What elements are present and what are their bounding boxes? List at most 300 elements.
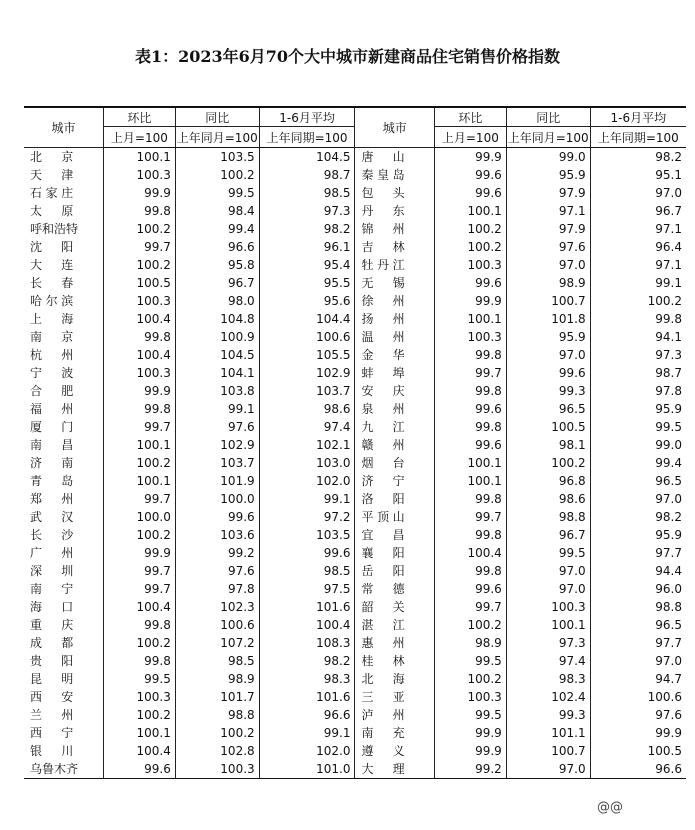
avg-value: 98.2 (590, 508, 686, 526)
city-name: 牡丹江 (355, 256, 434, 274)
city-name: 福州 (30, 402, 93, 416)
table-row (24, 598, 686, 616)
mom-value: 99.6 (434, 580, 506, 598)
city-name: 石家庄 (30, 186, 77, 200)
yoy-value: 97.0 (506, 346, 590, 364)
mom-value: 100.2 (103, 454, 175, 472)
mom-value: 100.1 (434, 472, 506, 490)
avg-value: 100.5 (590, 742, 686, 760)
mom-value: 99.9 (434, 148, 506, 167)
city-name: 郑州 (30, 492, 93, 506)
avg-value: 104.4 (259, 310, 355, 328)
table-row (24, 526, 686, 544)
yoy-value: 98.0 (175, 292, 259, 310)
table-row (24, 364, 686, 382)
mom-value: 100.1 (434, 454, 506, 472)
avg-value: 95.6 (259, 292, 355, 310)
table-row (24, 472, 686, 490)
avg-value: 96.7 (590, 202, 686, 220)
header-yoy-sub-right: 上年同月=100 (506, 127, 590, 148)
mom-value: 99.8 (434, 526, 506, 544)
header-yoy-right: 同比 (506, 107, 590, 127)
city-name: 济南 (30, 456, 93, 470)
mom-value: 99.5 (434, 652, 506, 670)
avg-value: 95.1 (590, 166, 686, 184)
mom-value: 100.2 (103, 526, 175, 544)
city-name: 成都 (30, 636, 93, 650)
city-name: 锦州 (355, 220, 434, 238)
city-name: 乌鲁木齐 (24, 760, 103, 779)
mom-value: 99.8 (434, 562, 506, 580)
city-name: 沈阳 (30, 240, 93, 254)
city-name: 上海 (30, 312, 93, 326)
avg-value: 98.8 (590, 598, 686, 616)
city-name: 三亚 (355, 688, 434, 706)
yoy-value: 104.1 (175, 364, 259, 382)
header-city-right: 城市 (355, 107, 434, 148)
mom-value: 99.8 (434, 490, 506, 508)
mom-value: 99.8 (434, 418, 506, 436)
city-name: 合肥 (30, 384, 93, 398)
mom-value: 99.7 (434, 598, 506, 616)
mom-value: 100.2 (434, 616, 506, 634)
city-name: 桂林 (355, 652, 434, 670)
yoy-value: 102.9 (175, 436, 259, 454)
table-row (24, 238, 686, 256)
city-name: 洛阳 (355, 490, 434, 508)
avg-value: 99.1 (259, 490, 355, 508)
city-name: 韶关 (355, 598, 434, 616)
city-name: 深圳 (30, 564, 93, 578)
mom-value: 100.1 (434, 202, 506, 220)
avg-value: 108.3 (259, 634, 355, 652)
avg-value: 98.5 (259, 562, 355, 580)
avg-value: 99.1 (590, 274, 686, 292)
avg-value: 97.1 (590, 220, 686, 238)
mom-value: 100.0 (103, 508, 175, 526)
avg-value: 99.9 (590, 724, 686, 742)
city-name: 南充 (355, 724, 434, 742)
avg-value: 95.4 (259, 256, 355, 274)
city-name: 南京 (30, 330, 93, 344)
header-avg-left: 1-6月平均 (259, 107, 355, 127)
city-name: 贵阳 (30, 654, 93, 668)
avg-value: 97.3 (590, 346, 686, 364)
mom-value: 100.2 (103, 634, 175, 652)
avg-value: 95.9 (590, 526, 686, 544)
yoy-value: 96.5 (506, 400, 590, 418)
avg-value: 99.6 (259, 544, 355, 562)
avg-value: 102.0 (259, 472, 355, 490)
mom-value: 100.3 (103, 364, 175, 382)
table-row (24, 508, 686, 526)
avg-value: 96.0 (590, 580, 686, 598)
city-name: 银川 (30, 744, 93, 758)
city-name: 平顶山 (355, 508, 434, 526)
mom-value: 100.2 (434, 670, 506, 688)
mom-value: 100.2 (103, 256, 175, 274)
mom-value: 99.8 (103, 400, 175, 418)
yoy-value: 104.5 (175, 346, 259, 364)
mom-value: 99.8 (103, 652, 175, 670)
header-yoy-sub-left: 上年同月=100 (175, 127, 259, 148)
yoy-value: 96.7 (506, 526, 590, 544)
yoy-value: 101.7 (175, 688, 259, 706)
city-name: 赣州 (355, 436, 434, 454)
avg-value: 98.3 (259, 670, 355, 688)
price-index-table (24, 106, 686, 779)
avg-value: 100.2 (590, 292, 686, 310)
yoy-value: 98.8 (175, 706, 259, 724)
mom-value: 100.4 (103, 742, 175, 760)
yoy-value: 100.0 (175, 490, 259, 508)
yoy-value: 98.4 (175, 202, 259, 220)
avg-value: 104.5 (259, 148, 355, 167)
city-name: 海口 (30, 600, 93, 614)
table-row (24, 400, 686, 418)
city-name: 哈尔滨 (30, 294, 77, 308)
avg-value: 96.6 (259, 706, 355, 724)
yoy-value: 102.3 (175, 598, 259, 616)
yoy-value: 99.5 (175, 184, 259, 202)
table-row (24, 256, 686, 274)
mom-value: 99.6 (434, 184, 506, 202)
city-name: 安庆 (355, 382, 434, 400)
mom-value: 100.3 (434, 256, 506, 274)
yoy-value: 100.1 (506, 616, 590, 634)
yoy-value: 97.6 (175, 562, 259, 580)
avg-value: 102.0 (259, 742, 355, 760)
yoy-value: 100.7 (506, 742, 590, 760)
header-avg-sub-left: 上年同期=100 (259, 127, 355, 148)
header-mom-left: 环比 (103, 107, 175, 127)
city-name: 遵义 (355, 742, 434, 760)
yoy-value: 100.7 (506, 292, 590, 310)
mom-value: 99.8 (434, 346, 506, 364)
yoy-value: 97.1 (506, 202, 590, 220)
city-name: 秦皇岛 (355, 166, 434, 184)
avg-value: 97.7 (590, 544, 686, 562)
yoy-value: 97.4 (506, 652, 590, 670)
mom-value: 100.3 (103, 292, 175, 310)
mom-value: 100.4 (103, 346, 175, 364)
mom-value: 99.5 (103, 670, 175, 688)
yoy-value: 101.1 (506, 724, 590, 742)
yoy-value: 102.8 (175, 742, 259, 760)
avg-value: 101.0 (259, 760, 355, 779)
mom-value: 98.9 (434, 634, 506, 652)
mom-value: 100.1 (434, 310, 506, 328)
yoy-value: 100.6 (175, 616, 259, 634)
city-name: 大理 (355, 760, 434, 779)
yoy-value: 99.1 (175, 400, 259, 418)
avg-value: 96.5 (590, 616, 686, 634)
avg-value: 97.2 (259, 508, 355, 526)
city-name: 无锡 (355, 274, 434, 292)
mom-value: 99.5 (434, 706, 506, 724)
yoy-value: 107.2 (175, 634, 259, 652)
avg-value: 99.8 (590, 310, 686, 328)
city-name: 泸州 (355, 706, 434, 724)
header-mom-sub-right: 上月=100 (434, 127, 506, 148)
avg-value: 94.1 (590, 328, 686, 346)
avg-value: 97.8 (590, 382, 686, 400)
yoy-value: 103.8 (175, 382, 259, 400)
mom-value: 100.1 (103, 472, 175, 490)
mom-value: 100.2 (103, 220, 175, 238)
mom-value: 99.6 (434, 274, 506, 292)
yoy-value: 95.9 (506, 166, 590, 184)
yoy-value: 99.2 (175, 544, 259, 562)
yoy-value: 97.0 (506, 760, 590, 779)
mom-value: 99.9 (103, 544, 175, 562)
table-row (24, 292, 686, 310)
yoy-value: 97.3 (506, 634, 590, 652)
header-mom-right: 环比 (434, 107, 506, 127)
avg-value: 99.1 (259, 724, 355, 742)
mom-value: 100.2 (434, 220, 506, 238)
avg-value: 96.1 (259, 238, 355, 256)
avg-value: 103.7 (259, 382, 355, 400)
table-row (24, 580, 686, 598)
yoy-value: 97.0 (506, 580, 590, 598)
yoy-value: 98.1 (506, 436, 590, 454)
city-name: 唐山 (355, 148, 434, 167)
yoy-value: 101.8 (506, 310, 590, 328)
yoy-value: 98.9 (506, 274, 590, 292)
mom-value: 100.4 (434, 544, 506, 562)
yoy-value: 96.8 (506, 472, 590, 490)
city-name: 广州 (30, 546, 93, 560)
avg-value: 94.4 (590, 562, 686, 580)
avg-value: 96.6 (590, 760, 686, 779)
mom-value: 100.1 (103, 148, 175, 167)
table-row (24, 202, 686, 220)
table-body (24, 148, 686, 779)
mom-value: 100.2 (434, 238, 506, 256)
mom-value: 100.2 (103, 706, 175, 724)
city-name: 湛江 (355, 616, 434, 634)
city-name: 杭州 (30, 348, 93, 362)
yoy-value: 97.6 (175, 418, 259, 436)
table-row (24, 184, 686, 202)
table-row (24, 418, 686, 436)
table-row (24, 220, 686, 238)
table-row (24, 454, 686, 472)
city-name: 北海 (355, 670, 434, 688)
city-name: 宜昌 (355, 526, 434, 544)
header-avg-sub-right: 上年同期=100 (590, 127, 686, 148)
table-row (24, 490, 686, 508)
city-name: 西宁 (30, 726, 93, 740)
mom-value: 100.5 (103, 274, 175, 292)
city-name: 长沙 (30, 528, 93, 542)
mom-value: 99.6 (103, 760, 175, 779)
table-row (24, 346, 686, 364)
avg-value: 100.4 (259, 616, 355, 634)
city-name: 南宁 (30, 582, 93, 596)
avg-value: 95.9 (590, 400, 686, 418)
yoy-value: 103.5 (175, 148, 259, 167)
yoy-value: 97.6 (506, 238, 590, 256)
yoy-value: 98.3 (506, 670, 590, 688)
yoy-value: 97.8 (175, 580, 259, 598)
yoy-value: 100.2 (506, 454, 590, 472)
mom-value: 100.3 (434, 328, 506, 346)
city-name: 长春 (30, 276, 93, 290)
yoy-value: 99.5 (506, 544, 590, 562)
city-name: 西安 (30, 690, 93, 704)
table-row (24, 328, 686, 346)
table-row (24, 166, 686, 184)
table-row (24, 724, 686, 742)
yoy-value: 99.4 (175, 220, 259, 238)
mom-value: 99.8 (103, 616, 175, 634)
mom-value: 99.7 (103, 562, 175, 580)
city-name: 包头 (355, 184, 434, 202)
avg-value: 97.7 (590, 634, 686, 652)
mom-value: 99.9 (103, 382, 175, 400)
city-name: 大连 (30, 258, 93, 272)
table-row (24, 688, 686, 706)
avg-value: 97.1 (590, 256, 686, 274)
avg-value: 103.5 (259, 526, 355, 544)
header-mom-sub-left: 上月=100 (103, 127, 175, 148)
yoy-value: 97.0 (506, 256, 590, 274)
avg-value: 97.0 (590, 184, 686, 202)
header-yoy-left: 同比 (175, 107, 259, 127)
mom-value: 100.4 (103, 310, 175, 328)
avg-value: 102.1 (259, 436, 355, 454)
mom-value: 99.7 (103, 238, 175, 256)
yoy-value: 100.9 (175, 328, 259, 346)
table-row (24, 670, 686, 688)
header-avg-right: 1-6月平均 (590, 107, 686, 127)
yoy-value: 103.6 (175, 526, 259, 544)
city-name: 烟台 (355, 454, 434, 472)
yoy-value: 104.8 (175, 310, 259, 328)
city-name: 天津 (30, 168, 93, 182)
mom-value: 100.3 (434, 688, 506, 706)
yoy-value: 102.4 (506, 688, 590, 706)
table-row (24, 274, 686, 292)
yoy-value: 98.8 (506, 508, 590, 526)
mom-value: 100.4 (103, 598, 175, 616)
yoy-value: 100.3 (175, 760, 259, 779)
city-name: 金华 (355, 346, 434, 364)
avg-value: 94.7 (590, 670, 686, 688)
avg-value: 98.6 (259, 400, 355, 418)
city-name: 蚌埠 (355, 364, 434, 382)
table-row (24, 310, 686, 328)
city-name: 九江 (355, 418, 434, 436)
yoy-value: 100.5 (506, 418, 590, 436)
city-name: 惠州 (355, 634, 434, 652)
avg-value: 103.0 (259, 454, 355, 472)
avg-value: 98.7 (259, 166, 355, 184)
mom-value: 100.1 (103, 724, 175, 742)
city-name: 青岛 (30, 474, 93, 488)
table-row (24, 742, 686, 760)
mom-value: 99.7 (434, 508, 506, 526)
city-name: 岳阳 (355, 562, 434, 580)
table-row (24, 652, 686, 670)
avg-value: 98.5 (259, 184, 355, 202)
avg-value: 98.7 (590, 364, 686, 382)
mom-value: 100.3 (103, 166, 175, 184)
yoy-value: 99.3 (506, 706, 590, 724)
watermark: @@ (597, 800, 623, 815)
mom-value: 99.8 (103, 328, 175, 346)
table-row (24, 382, 686, 400)
avg-value: 100.6 (590, 688, 686, 706)
table-row (24, 562, 686, 580)
city-name: 厦门 (30, 420, 93, 434)
mom-value: 99.6 (434, 436, 506, 454)
mom-value: 99.8 (434, 382, 506, 400)
yoy-value: 98.9 (175, 670, 259, 688)
mom-value: 99.9 (434, 292, 506, 310)
avg-value: 97.6 (590, 706, 686, 724)
mom-value: 99.2 (434, 760, 506, 779)
avg-value: 100.6 (259, 328, 355, 346)
avg-value: 105.5 (259, 346, 355, 364)
avg-value: 97.3 (259, 202, 355, 220)
city-name: 南昌 (30, 438, 93, 452)
yoy-value: 98.5 (175, 652, 259, 670)
yoy-value: 95.8 (175, 256, 259, 274)
city-name: 武汉 (30, 510, 93, 524)
mom-value: 99.7 (103, 490, 175, 508)
table-row (24, 544, 686, 562)
avg-value: 98.2 (259, 220, 355, 238)
mom-value: 99.9 (103, 184, 175, 202)
city-name: 太原 (30, 204, 93, 218)
mom-value: 100.1 (103, 436, 175, 454)
avg-value: 101.6 (259, 688, 355, 706)
city-name: 宁波 (30, 366, 93, 380)
yoy-value: 99.6 (506, 364, 590, 382)
city-name: 济宁 (355, 472, 434, 490)
yoy-value: 96.6 (175, 238, 259, 256)
mom-value: 99.6 (434, 400, 506, 418)
mom-value: 99.7 (434, 364, 506, 382)
city-name: 兰州 (30, 708, 93, 722)
city-name: 吉林 (355, 238, 434, 256)
mom-value: 99.9 (434, 742, 506, 760)
yoy-value: 101.9 (175, 472, 259, 490)
mom-value: 99.7 (103, 418, 175, 436)
table-row (24, 616, 686, 634)
yoy-value: 96.7 (175, 274, 259, 292)
table-row (24, 706, 686, 724)
yoy-value: 99.3 (506, 382, 590, 400)
avg-value: 102.9 (259, 364, 355, 382)
yoy-value: 97.0 (506, 562, 590, 580)
avg-value: 96.4 (590, 238, 686, 256)
avg-value: 97.0 (590, 490, 686, 508)
table-row (24, 148, 686, 167)
header-city-left: 城市 (24, 107, 103, 148)
table-row (24, 634, 686, 652)
mom-value: 99.8 (103, 202, 175, 220)
avg-value: 95.5 (259, 274, 355, 292)
avg-value: 99.0 (590, 436, 686, 454)
city-name: 常德 (355, 580, 434, 598)
yoy-value: 99.0 (506, 148, 590, 167)
yoy-value: 100.2 (175, 724, 259, 742)
avg-value: 97.4 (259, 418, 355, 436)
